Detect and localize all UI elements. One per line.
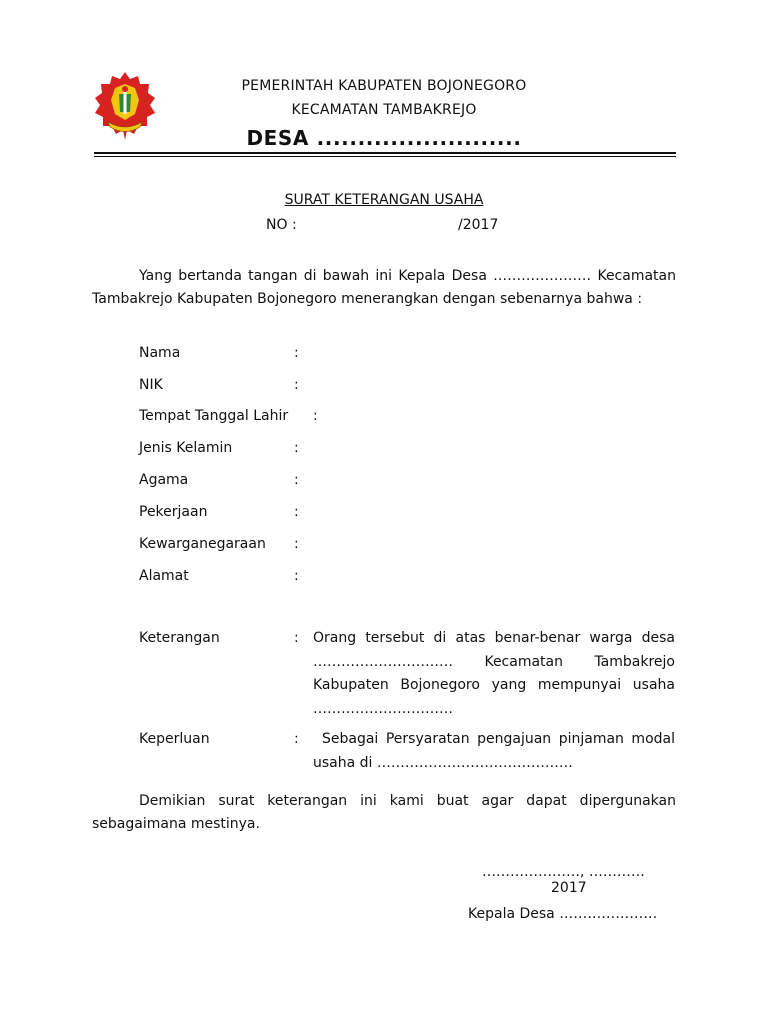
signature-year: 2017 [551,880,587,896]
keperluan-text: Sebagai Persyaratan pengajuan pinjaman modal usaha di …………………………………… [313,731,675,771]
field-label-address: Alamat [139,568,189,584]
header-divider-thin [94,156,676,157]
document-number-label: NO : [266,217,297,233]
keterangan-text: Orang tersebut di atas benar-benar warga desa ………………………… Kecamatan Tambakrejo Kabupaten Bojonegoro yang mempunyai usaha ………………………… [313,630,675,717]
signature-place-date: …………………, ………… [482,864,645,880]
field-label-citizenship: Kewarganegaraan [139,536,266,552]
header-divider-thick [94,152,676,154]
field-label-nama: Nama [139,345,181,361]
field-colon: : [294,536,299,552]
field-label-nik: NIK [139,377,163,393]
signature-title: Kepala Desa ………………… [468,906,658,922]
field-label-religion: Agama [139,472,189,488]
keterangan-colon: : [294,630,299,646]
document-title: SURAT KETERANGAN USAHA [284,192,484,208]
field-colon: : [294,440,299,456]
field-colon: : [294,504,299,520]
field-colon: : [294,568,299,584]
closing-paragraph: Demikian surat keterangan ini kami buat agar dapat dipergunakan sebagaimana mestinya. [92,793,676,832]
field-label-birth: Tempat Tanggal Lahir [139,408,289,424]
header-village: DESA ......................... [246,126,522,150]
intro-paragraph: Yang bertanda tangan di bawah ini Kepala Desa ………………… Kecamatan Tambakrejo Kabupaten Bojonegoro menerangkan dengan sebenarnya bahwa : [92,268,676,307]
field-colon: : [313,408,318,424]
field-colon: : [294,377,299,393]
field-colon: : [294,472,299,488]
header-district: KECAMATAN TAMBAKREJO [291,102,477,118]
document-number-year: /2017 [458,217,499,233]
keterangan-label: Keterangan [139,630,220,646]
field-label-gender: Jenis Kelamin [139,440,233,456]
header-government: PEMERINTAH KABUPATEN BOJONEGORO [241,78,527,94]
keperluan-label: Keperluan [139,731,210,747]
field-label-occupation: Pekerjaan [139,504,208,520]
field-colon: : [294,345,299,361]
keperluan-colon: : [294,731,299,747]
